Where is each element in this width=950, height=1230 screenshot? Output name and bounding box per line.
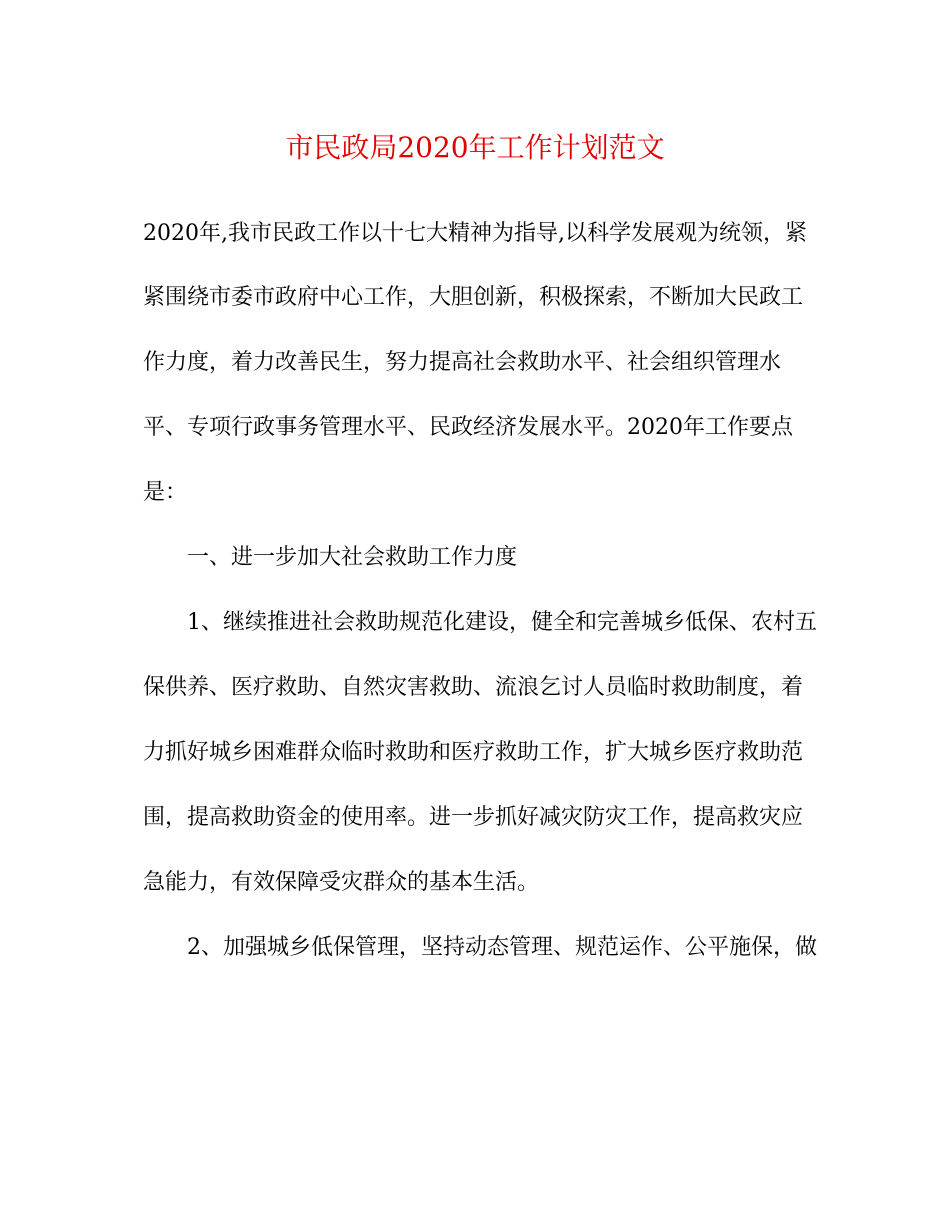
item-1-line-1: 1、继续推进社会救助规范化建设，健全和完善城乡低保、农村五 bbox=[187, 610, 817, 635]
item-1-line-4: 围，提高救助资金的使用率。进一步抓好减灾防灾工作，提高救灾应 bbox=[143, 805, 804, 830]
item-2-line-1: 2、加强城乡低保管理，坚持动态管理、规范运作、公平施保，做 bbox=[187, 935, 817, 960]
body-line-3: 作力度，着力改善民生，努力提高社会救助水平、社会组织管理水 bbox=[143, 350, 782, 375]
body-line-1: 2020年,我市民政工作以十七大精神为指导,以科学发展观为统领，紧 bbox=[143, 221, 807, 246]
item-1-line-3: 力抓好城乡困难群众临时救助和医疗救助工作，扩大城乡医疗救助范 bbox=[143, 740, 804, 765]
body-line-4: 平、专项行政事务管理水平、民政经济发展水平。2020年工作要点 bbox=[143, 415, 793, 440]
item-1-line-5: 急能力，有效保障受灾群众的基本生活。 bbox=[143, 870, 540, 895]
section-heading-1: 一、进一步加大社会救助工作力度 bbox=[187, 545, 518, 570]
body-line-2: 紧围绕市委市政府中心工作，大胆创新，积极探索，不断加大民政工 bbox=[143, 285, 804, 310]
body-line-5: 是： bbox=[143, 480, 188, 505]
document-title: 市民政局2020年工作计划范文 bbox=[285, 131, 665, 164]
item-1-line-2: 保供养、医疗救助、自然灾害救助、流浪乞讨人员临时救助制度，着 bbox=[143, 675, 804, 700]
